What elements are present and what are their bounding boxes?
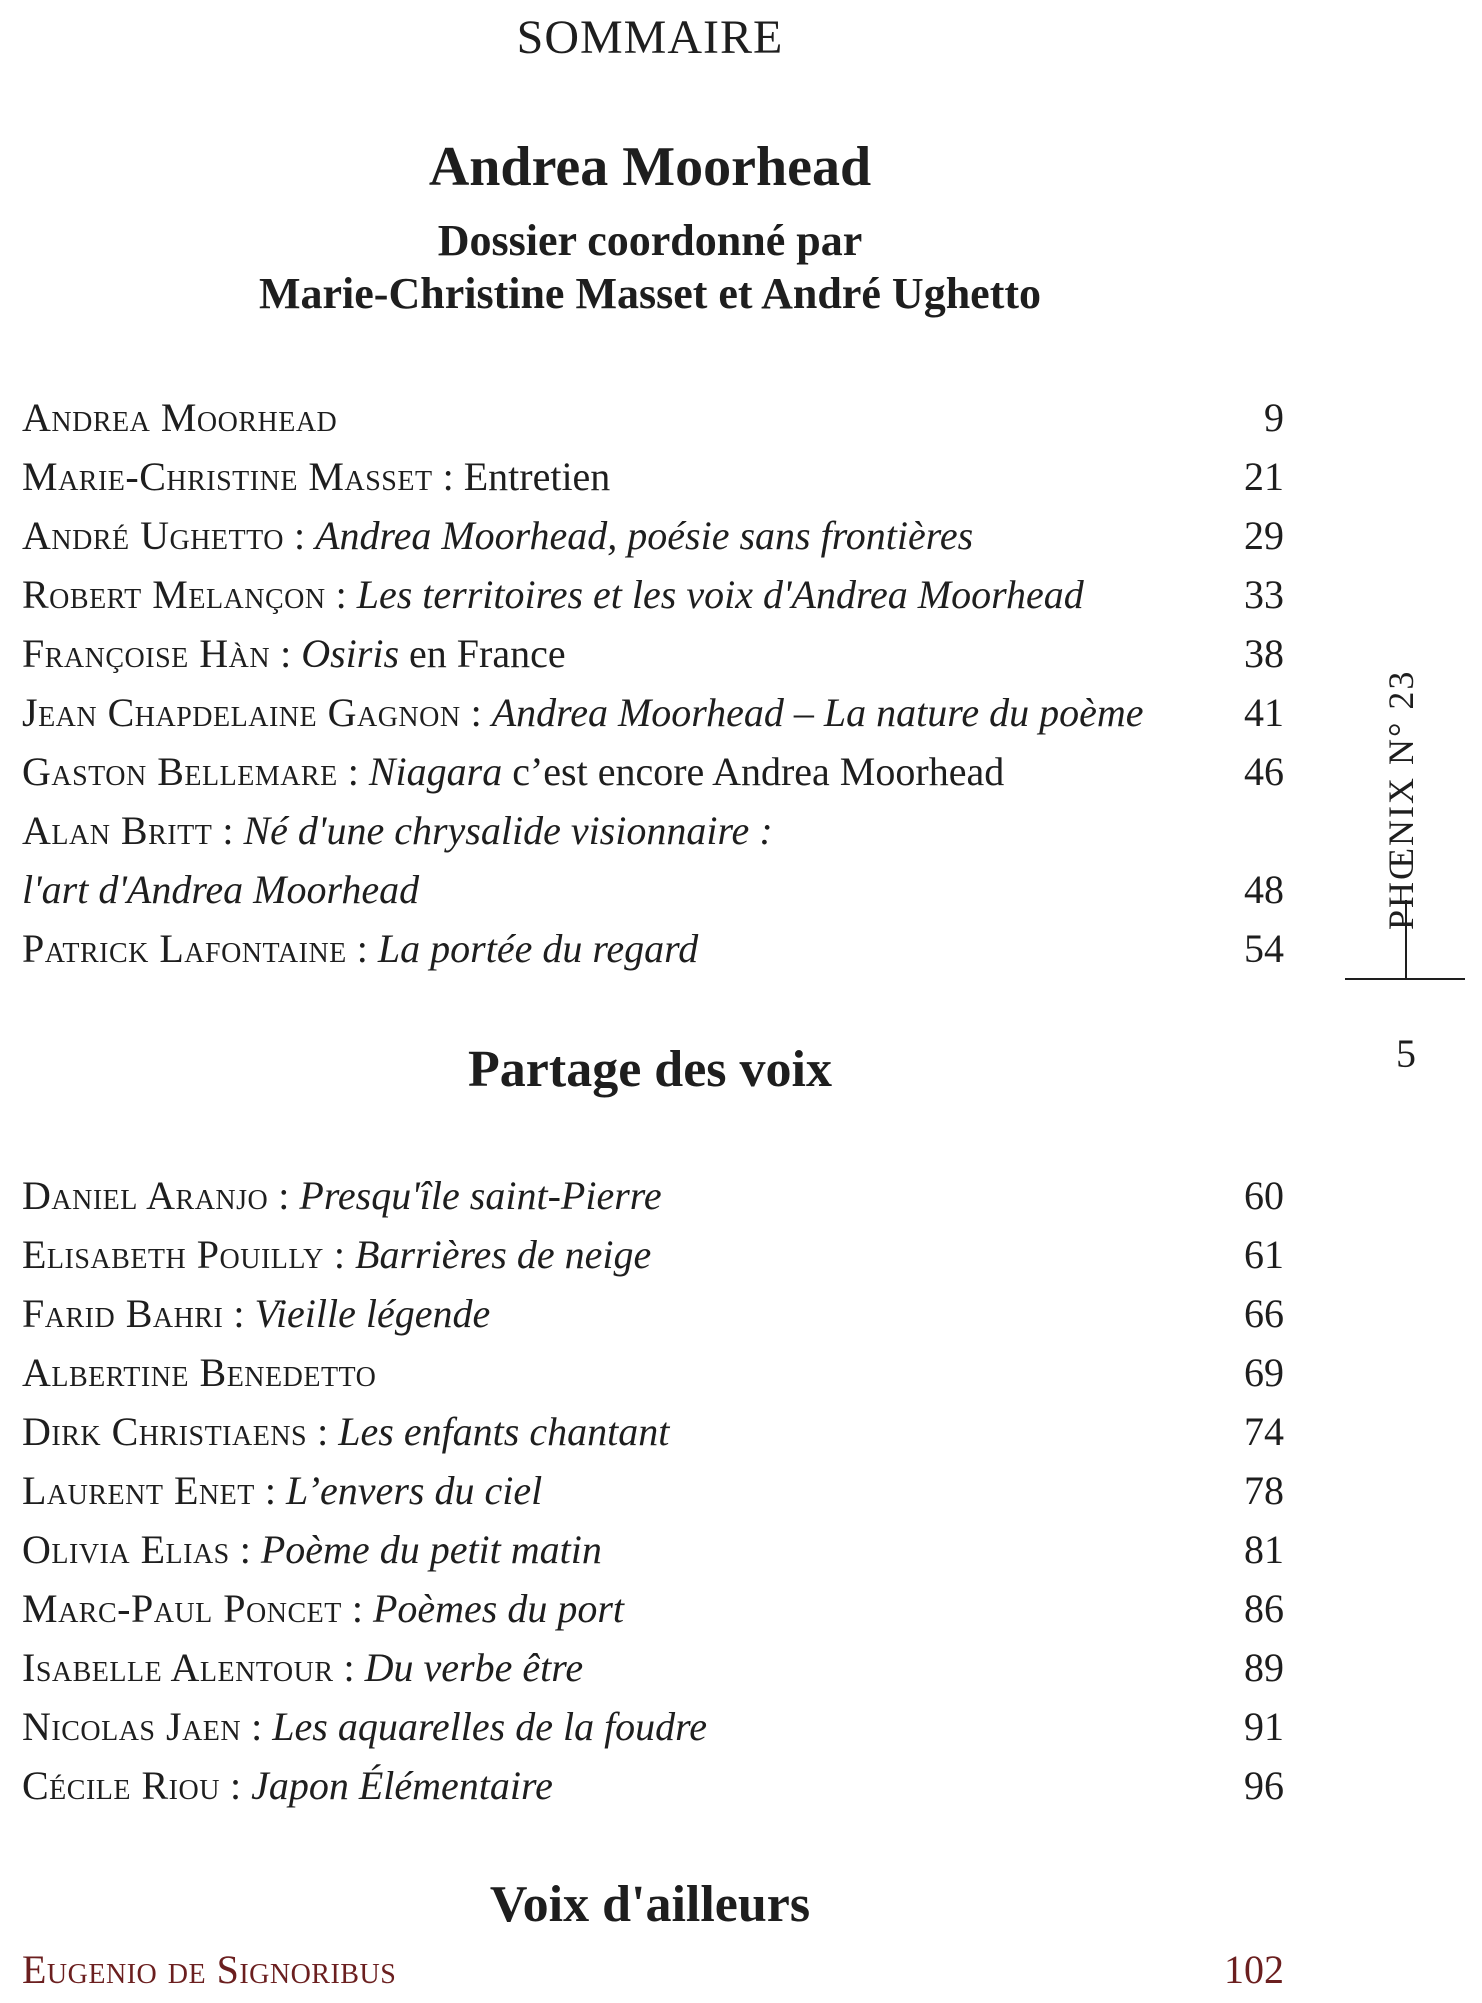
toc-entry-text <box>22 801 773 860</box>
toc-entry <box>22 801 1284 860</box>
toc-work-tail: en France <box>399 631 566 676</box>
toc-page-number: 74 <box>1244 1409 1284 1454</box>
toc-separator: : <box>229 1527 251 1572</box>
toc-work-title: Vieille légende <box>254 1291 491 1336</box>
toc-work-tail: c’est encore Andrea Moorhead <box>502 749 1005 794</box>
toc-work-plain <box>241 1763 251 1808</box>
toc-entry <box>22 860 1284 919</box>
toc-page-number: 66 <box>1244 1291 1284 1336</box>
toc-entry-text <box>22 388 337 447</box>
toc-section-dossier <box>22 388 1284 978</box>
toc-separator: : <box>283 513 306 558</box>
toc-author: Patrick Lafontaine <box>22 926 347 971</box>
toc-entry <box>22 1520 1284 1579</box>
toc-entry <box>22 388 1284 447</box>
toc-work-plain <box>363 1586 373 1631</box>
toc-author: Laurent Enet <box>22 1468 255 1513</box>
toc-entry-text <box>22 1697 707 1756</box>
toc-work-title: Japon Élémentaire <box>251 1763 553 1808</box>
toc-entry <box>22 1402 1284 1461</box>
toc-separator: : <box>241 1704 263 1749</box>
toc-separator: : <box>346 926 368 971</box>
toc-entry <box>22 1284 1284 1343</box>
toc-author: Isabelle Alentour <box>22 1645 334 1690</box>
toc-separator: : <box>432 454 454 499</box>
toc-work-title: Les enfants chantant <box>338 1409 670 1454</box>
toc-work-title: Né d'une chrysalide visionnaire : <box>243 808 773 853</box>
toc-page-number: 60 <box>1244 1173 1284 1218</box>
toc-page-number: 33 <box>1244 572 1284 617</box>
toc-separator: : <box>323 1232 346 1277</box>
toc-author: Dirk Christiaens <box>22 1409 308 1454</box>
section-title-ailleurs: Voix d'ailleurs <box>489 1876 811 1933</box>
toc-separator: : <box>325 572 347 617</box>
toc-separator: : <box>341 1586 363 1631</box>
toc-page-number: 9 <box>1264 395 1284 440</box>
toc-entry-text <box>22 624 566 683</box>
toc-work-plain <box>482 690 492 735</box>
toc-author: Marie-Christine Masset <box>22 454 433 499</box>
toc-separator: : <box>254 1468 276 1513</box>
toc-entry-text <box>22 506 973 565</box>
toc-entry <box>22 1756 1284 1815</box>
toc-entry <box>22 1225 1284 1284</box>
toc-author: Gaston Bellemare <box>22 749 338 794</box>
toc-work-plain <box>305 513 315 558</box>
toc-work-plain <box>262 1704 272 1749</box>
toc-entry <box>22 742 1284 801</box>
toc-author: Françoise Hàn <box>22 631 271 676</box>
toc-work-plain <box>328 1409 338 1454</box>
toc-author: Farid Bahri <box>22 1291 224 1336</box>
toc-work-title: Niagara <box>368 749 503 794</box>
toc-entry-text <box>22 1638 583 1697</box>
toc-entry <box>22 683 1284 742</box>
toc-entry <box>22 1697 1284 1756</box>
toc-entry <box>22 919 1284 978</box>
toc-entry-text <box>22 860 419 919</box>
toc-separator: : <box>268 1173 290 1218</box>
toc-author: Robert Melançon <box>22 572 326 617</box>
toc-work-plain <box>291 631 301 676</box>
running-head: SOMMAIRE <box>516 11 784 64</box>
toc-work-plain: Entretien <box>453 454 611 499</box>
side-horizontal-rule <box>1345 978 1465 980</box>
toc-entry <box>22 1461 1284 1520</box>
toc-page-number: 96 <box>1244 1763 1284 1808</box>
toc-page-number: 78 <box>1244 1468 1284 1513</box>
toc-work-title: Du verbe être <box>364 1645 584 1690</box>
dossier-title: Andrea Moorhead <box>428 136 872 198</box>
toc-author: Daniel Aranjo <box>22 1173 269 1218</box>
toc-entry-text <box>22 1461 542 1520</box>
toc-author: Cécile Riou <box>22 1763 220 1808</box>
dossier-coordinators: Marie-Christine Masset et André Ughetto <box>258 269 1042 318</box>
toc-entry-text <box>22 919 698 978</box>
toc-page-number: 81 <box>1244 1527 1284 1572</box>
toc-page-number: 48 <box>1244 867 1284 912</box>
toc-work-plain <box>345 1232 355 1277</box>
toc-author: Alan Britt <box>22 808 213 853</box>
toc-work-plain <box>347 572 357 617</box>
toc-author: Nicolas Jaen <box>22 1704 242 1749</box>
toc-author: Albertine Benedetto <box>22 1350 377 1395</box>
toc-work-title: Osiris <box>301 631 400 676</box>
toc-section-partage <box>22 1166 1284 1815</box>
toc-author: Marc-Paul Poncet <box>22 1586 342 1631</box>
toc-entry-text <box>22 1579 624 1638</box>
toc-entry-text <box>22 1284 490 1343</box>
toc-entry-text <box>22 683 1144 742</box>
toc-page-number: 69 <box>1244 1350 1284 1395</box>
toc-work-title: Andrea Moorhead, poésie sans frontières <box>315 513 974 558</box>
toc-entry <box>22 1579 1284 1638</box>
toc-section-ailleurs <box>22 1940 1284 1999</box>
toc-entry-text <box>22 1520 602 1579</box>
toc-work-title: Andrea Moorhead – La nature du poème <box>491 690 1144 735</box>
toc-entry-text <box>22 447 610 506</box>
toc-author: Andrea Moorhead <box>22 395 338 440</box>
toc-work-title: Les territoires et les voix d'Andrea Moorhead <box>356 572 1084 617</box>
toc-work-title: Barrières de neige <box>355 1232 652 1277</box>
toc-work-plain <box>276 1468 286 1513</box>
toc-separator: : <box>337 749 359 794</box>
toc-page-number: 21 <box>1244 454 1284 499</box>
toc-entry-text <box>22 1225 651 1284</box>
toc-entry-text <box>22 565 1084 624</box>
toc-work-title: Poème du petit matin <box>260 1527 602 1572</box>
toc-page-number: 46 <box>1244 749 1284 794</box>
toc-work-plain <box>289 1173 299 1218</box>
toc-work-title: Poèmes du port <box>372 1586 625 1631</box>
toc-separator: : <box>460 690 482 735</box>
toc-separator: : <box>223 1291 245 1336</box>
toc-separator: : <box>270 631 292 676</box>
toc-entry <box>22 506 1284 565</box>
toc-entry-text <box>22 742 1004 801</box>
toc-page-number: 61 <box>1244 1232 1284 1277</box>
toc-separator: : <box>219 1763 242 1808</box>
toc-author: André Ughetto <box>22 513 284 558</box>
toc-page-number: 38 <box>1244 631 1284 676</box>
toc-entry-text <box>22 1166 662 1225</box>
toc-work-plain <box>251 1527 261 1572</box>
toc-page-number: 89 <box>1244 1645 1284 1690</box>
toc-entry <box>22 1940 1284 1999</box>
toc-separator: : <box>307 1409 329 1454</box>
toc-work-plain <box>359 749 369 794</box>
toc-work-title: Les aquarelles de la foudre <box>272 1704 708 1749</box>
toc-entry <box>22 1343 1284 1402</box>
toc-entry <box>22 447 1284 506</box>
toc-page-number: 86 <box>1244 1586 1284 1631</box>
toc-work-plain <box>355 1645 365 1690</box>
toc-author: Olivia Elias <box>22 1527 230 1572</box>
toc-entry <box>22 1166 1284 1225</box>
toc-entry-text <box>22 1940 396 1999</box>
toc-separator: : <box>333 1645 355 1690</box>
toc-work-title: La portée du regard <box>377 926 699 971</box>
toc-work-title: Presqu'île saint-Pierre <box>299 1173 662 1218</box>
toc-entry <box>22 565 1284 624</box>
toc-work-plain <box>244 1291 254 1336</box>
toc-page-number: 54 <box>1244 926 1284 971</box>
toc-author: Jean Chapdelaine Gagnon <box>22 690 461 735</box>
toc-separator: : <box>212 808 234 853</box>
section-title-partage: Partage des voix <box>468 1041 832 1098</box>
toc-author: Eugenio de Signoribus <box>22 1947 397 1992</box>
toc-entry-text <box>22 1756 553 1815</box>
page-folio: 5 <box>1396 1031 1416 1076</box>
toc-work-plain <box>368 926 378 971</box>
toc-author: Elisabeth Pouilly <box>22 1232 324 1277</box>
dossier-subtitle: Dossier coordonné par <box>437 216 863 265</box>
toc-entry <box>22 624 1284 683</box>
journal-issue-label: PHŒNIX N° 23 <box>1381 669 1421 930</box>
toc-page-number: 29 <box>1244 513 1284 558</box>
toc-page-number: 102 <box>1224 1947 1284 1992</box>
toc-page-number: 41 <box>1244 690 1284 735</box>
toc-work-title: l'art d'Andrea Moorhead <box>22 867 420 912</box>
side-vertical-rule <box>1405 900 1407 978</box>
toc-work-title: L’envers du ciel <box>285 1468 543 1513</box>
toc-entry <box>22 1638 1284 1697</box>
toc-page-number: 91 <box>1244 1704 1284 1749</box>
toc-entry-text <box>22 1402 669 1461</box>
toc-work-plain <box>233 808 243 853</box>
toc-entry-text <box>22 1343 376 1402</box>
